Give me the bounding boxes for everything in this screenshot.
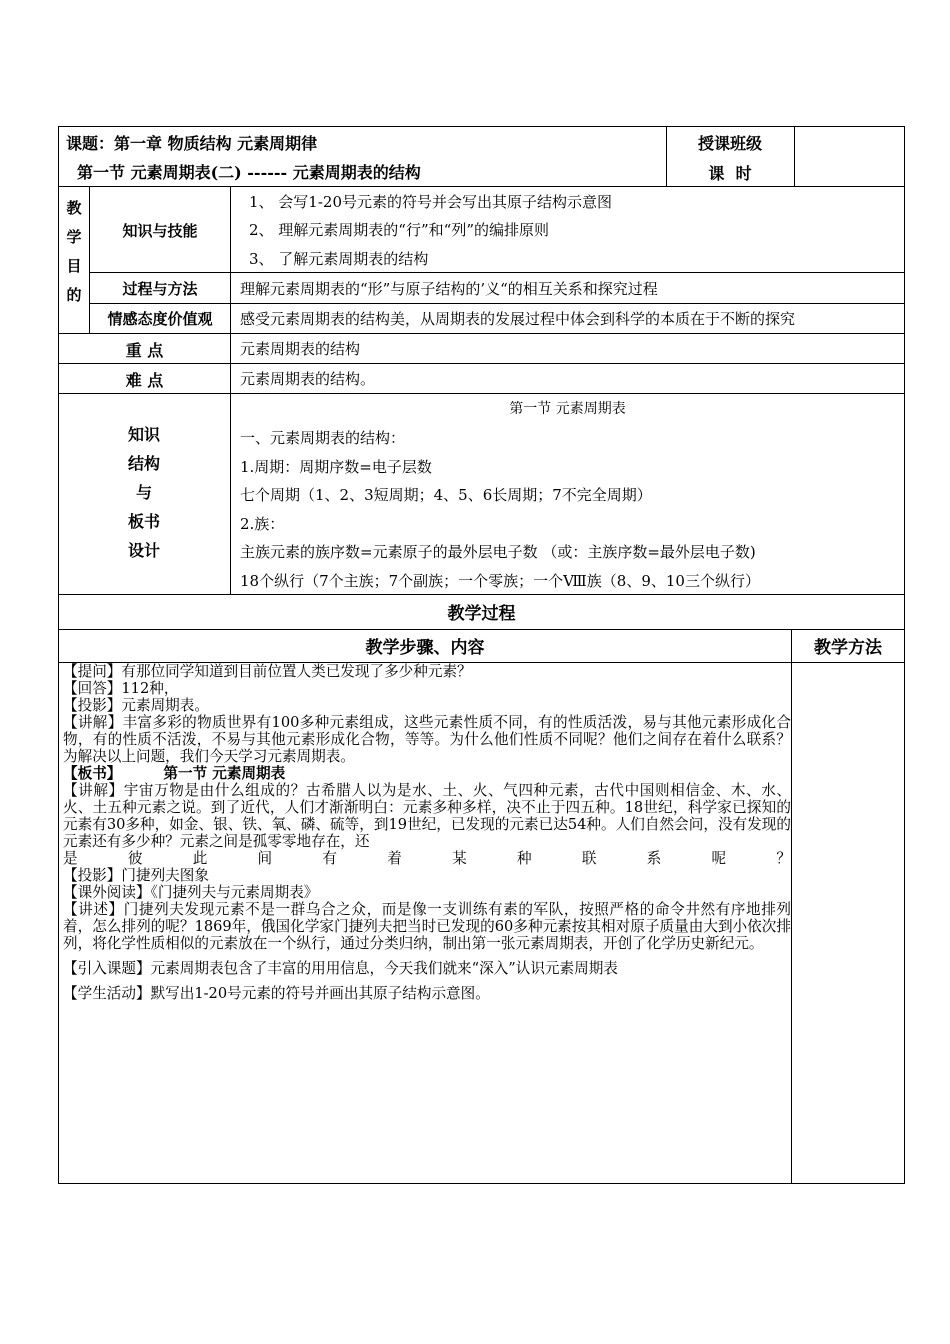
process-paragraph: 【讲解】宇宙万物是由什么组成的？古希腊人以为是水、土、火、气四种元素，古代中国则相信金、木、水、火、土五种元素之说。到了近代，人们才渐渐明白：元素多种多样，决不止于四五种。18世纪，科学家已探知的元素有30多种，如金、银、铁、氧、磷、硫等，到19世纪，已发现的元素已达54种。人们自然会问，没有发现的元素还有多少种？元素之间是孤零零地存在，还 [63, 782, 791, 850]
knowledge-item: 2、 理解元素周期表的“行”和“列”的编排原则 [249, 221, 549, 239]
divider [89, 272, 904, 273]
process-paragraph: 【课外阅读】《门捷列夫与元素周期表》 [63, 884, 319, 901]
emotion-label: 情感态度价值观 [107, 310, 213, 328]
emotion-text: 感受元素周期表的结构美，从周期表的发展过程中体会到科学的本质在于不断的探究 [240, 310, 796, 328]
knowledge-label: 知识与技能 [122, 222, 198, 240]
divider [791, 629, 792, 1184]
section-label-char: 学 [66, 228, 82, 246]
difficulty-label: 难 点 [125, 371, 164, 390]
board-line: 一、元素周期表的结构： [240, 429, 406, 447]
process-paragraph: 【讲解】丰富多彩的物质世界有100多种元素组成，这些元素性质不同，有的性质活泼，易与其他元素形成化合物，有的性质不活泼，不易与其他元素形成化合物，等等。为什么他们性质不同呢？他们之间存在着什么联系？为解决以上问题，我们今天学习元素周期表。 [63, 714, 791, 765]
process-paragraph: 【讲述】门捷列夫发现元素不是一群乌合之众，而是像一支训练有素的军队，按照严格的命令井然有序地排列着，怎么排列的呢？1869年，俄国化学家门捷列夫把当时已发现的60多种元素按其相对原子质量由大到小依次排列，将化学性质相似的元素放在一个纵行，通过分类归纳，制出第一张元素周期表，开创了化学历史新纪元。 [63, 901, 791, 952]
board-label-line: 与 [135, 483, 152, 502]
board-line: 2.族： [240, 515, 285, 533]
divider [89, 303, 904, 304]
board-line: 七个周期（1、2、3短周期；4、5、6长周期；7不完全周期） [240, 486, 652, 504]
steps-header: 教学步骤、内容 [365, 638, 485, 658]
process-section-title: 教学过程 [447, 604, 516, 624]
lesson-title: 课题：第一章 物质结构 元素周期律 [66, 134, 318, 153]
board-heading: 第一节 元素周期表 [163, 765, 286, 782]
key-point-label: 重 点 [125, 341, 164, 360]
board-line: 主族元素的族序数=元素原子的最外层电子数 （或：主族序数=最外层电子数) [240, 543, 756, 561]
section-label-char: 目 [66, 257, 82, 275]
board-label-line: 设计 [127, 541, 160, 560]
process-paragraph [63, 765, 791, 782]
divider [59, 629, 904, 630]
board-title: 第一节 元素周期表 [509, 401, 626, 417]
difficulty-text: 元素周期表的结构。 [240, 370, 376, 388]
process-method-text: 理解元素周期表的“形”与原子结构的’义“的相互关系和探究过程 [240, 280, 658, 298]
board-label-line: 板书 [127, 512, 160, 531]
divider [794, 127, 795, 186]
lesson-subtitle: 第一节 元素周期表(二) ------ 元素周期表的结构 [77, 163, 421, 182]
divider [59, 594, 904, 595]
process-paragraph: 是彼此间有着某种联系呢？ [63, 850, 791, 867]
class-label: 授课班级 [697, 134, 762, 153]
board-label-line: 结构 [127, 454, 160, 473]
board-line: 18个纵行（7个主族；7个副族；一个零族；一个Ⅷ族（8、9、10三个纵行） [240, 572, 760, 590]
process-paragraph: 【投影】元素周期表。 [63, 697, 209, 714]
process-paragraph: 【学生活动】默写出1-20号元素的符号并画出其原子结构示意图。 [63, 985, 490, 1002]
divider [59, 393, 904, 394]
method-header: 教学方法 [814, 638, 882, 658]
board-line: 1.周期：周期序数=电子层数 [240, 458, 432, 476]
process-paragraph: 【投影】门捷列夫图象 [63, 867, 209, 884]
period-label: 课 时 [708, 164, 752, 183]
lesson-plan-table [58, 126, 905, 1184]
divider [59, 333, 904, 334]
process-content [63, 663, 791, 1002]
knowledge-item: 3、 了解元素周期表的结构 [249, 250, 429, 268]
knowledge-item: 1、 会写1-20号元素的符号并会写出其原子结构示意图 [249, 193, 613, 211]
process-paragraph: 【引入课题】元素周期表包含了丰富的用用信息，今天我们就来“深入”认识元素周期表 [63, 960, 618, 977]
process-paragraph: 【提问】有那位同学知道到目前位置人类已发现了多少种元素？ [63, 663, 472, 680]
key-point-text: 元素周期表的结构 [240, 340, 361, 358]
section-label-char: 的 [66, 286, 82, 304]
divider [59, 186, 904, 187]
divider [230, 186, 231, 594]
process-paragraph: 【回答】112种， [63, 680, 179, 697]
section-label-char: 教 [66, 199, 82, 217]
divider [59, 363, 904, 364]
board-label-line: 知识 [127, 425, 160, 444]
board-tag: 【板书】 [63, 765, 122, 782]
process-method-label: 过程与方法 [122, 280, 198, 298]
